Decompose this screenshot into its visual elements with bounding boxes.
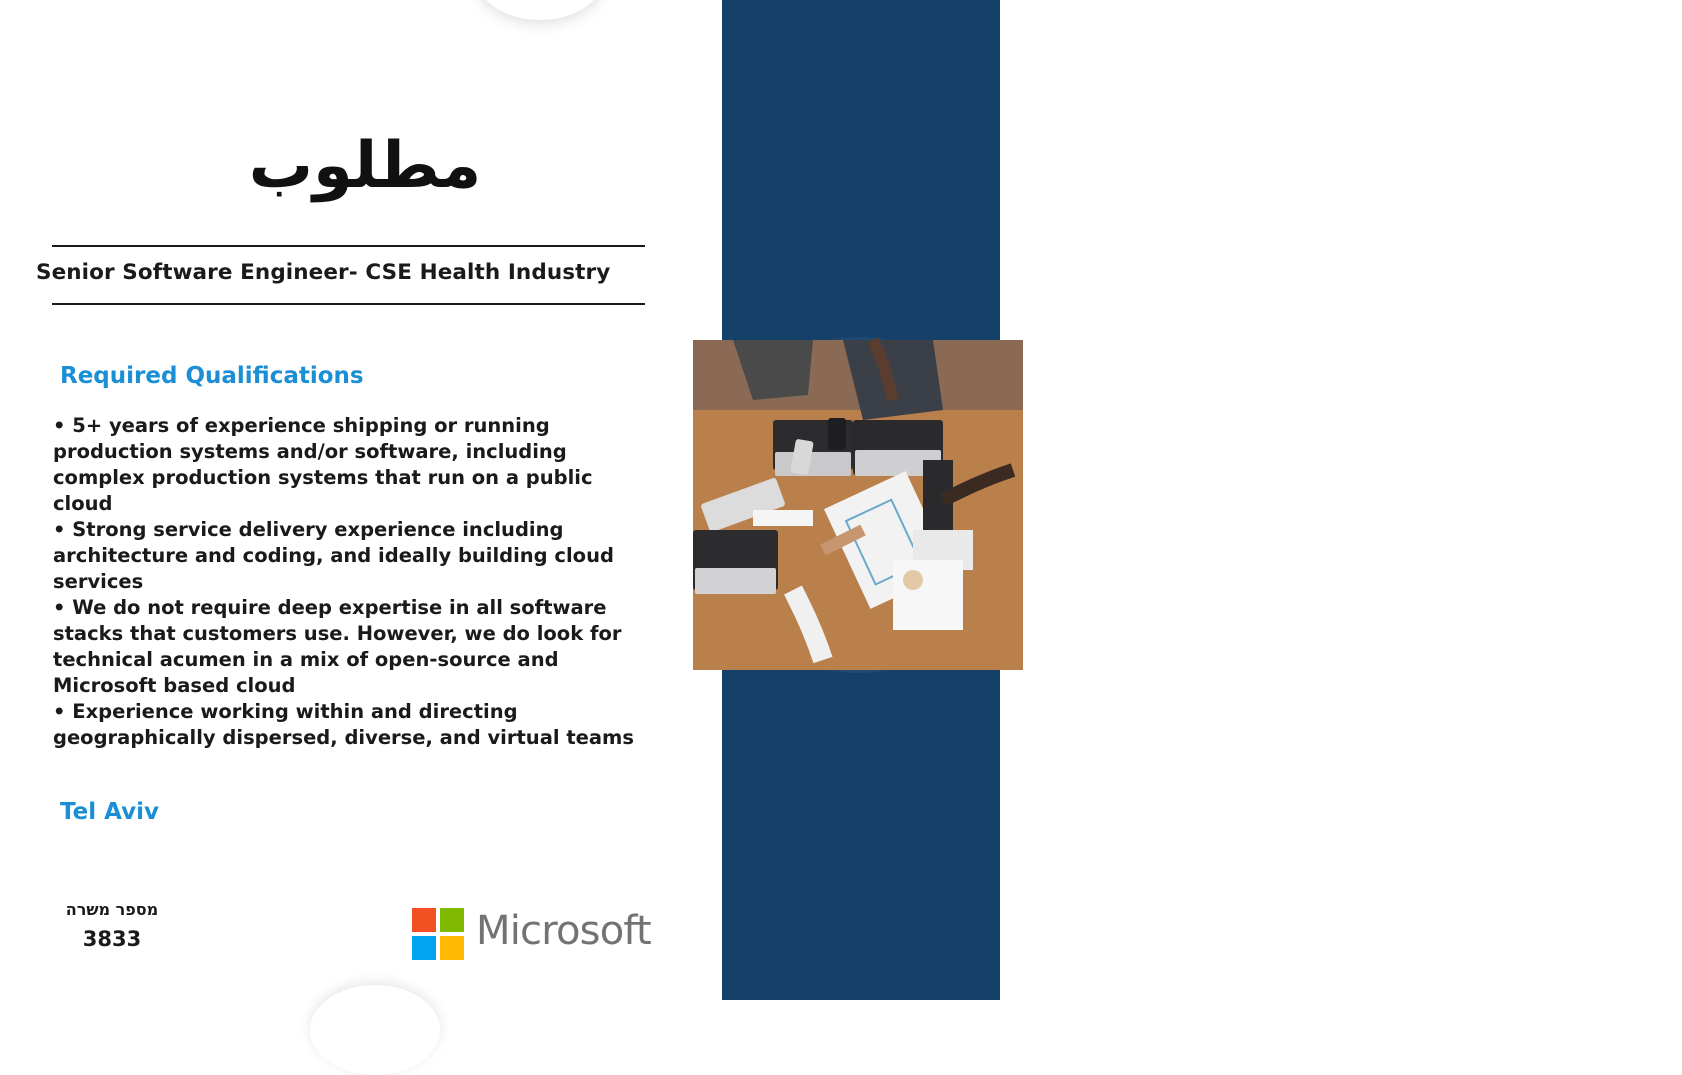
qualification-item: • Experience working within and directing geographically dispersed, diverse, and virtual teams: [53, 700, 634, 749]
job-number-value: 3833: [82, 927, 142, 951]
location: Tel Aviv: [60, 799, 159, 825]
divider-top: [52, 245, 645, 247]
logo-square-blue: [412, 936, 436, 960]
microsoft-wordmark: Microsoft: [476, 908, 651, 954]
qualification-item: • Strong service delivery experience including architecture and coding, and ideally building cloud services: [53, 518, 614, 593]
qualifications-list: [53, 413, 653, 751]
decorative-circle-top: [475, 0, 605, 20]
job-number-label: מספר משרה: [65, 900, 159, 919]
job-title: Senior Software Engineer- CSE Health Industry: [36, 260, 611, 285]
qualification-item: • We do not require deep expertise in all software stacks that customers use. However, we do look for technical acumen in a mix of open-source and Microsoft based cloud: [53, 596, 622, 697]
team-meeting-photo: [693, 340, 1023, 670]
partner-name: [1462, 918, 1682, 986]
main-panel: [0, 0, 722, 1000]
qualifications-heading: Required Qualifications: [60, 363, 364, 389]
logo-square-yellow: [440, 936, 464, 960]
partner-line-1: الشراكة لتعزيز العمل: [1505, 923, 1682, 947]
photo-illustration: [693, 340, 1023, 670]
logo-square-green: [440, 908, 464, 932]
divider-bottom: [52, 303, 645, 305]
partner-line-2: في المجتمع العربي: [1524, 957, 1682, 981]
headline: مطلوب: [248, 129, 482, 203]
qualification-item: • 5+ years of experience shipping or running production systems and/or software, including complex production systems that run on a public cloud: [53, 414, 593, 515]
decorative-circle-bottom: [310, 985, 440, 1075]
microsoft-logo-icon: [412, 908, 464, 960]
logo-square-red: [412, 908, 436, 932]
